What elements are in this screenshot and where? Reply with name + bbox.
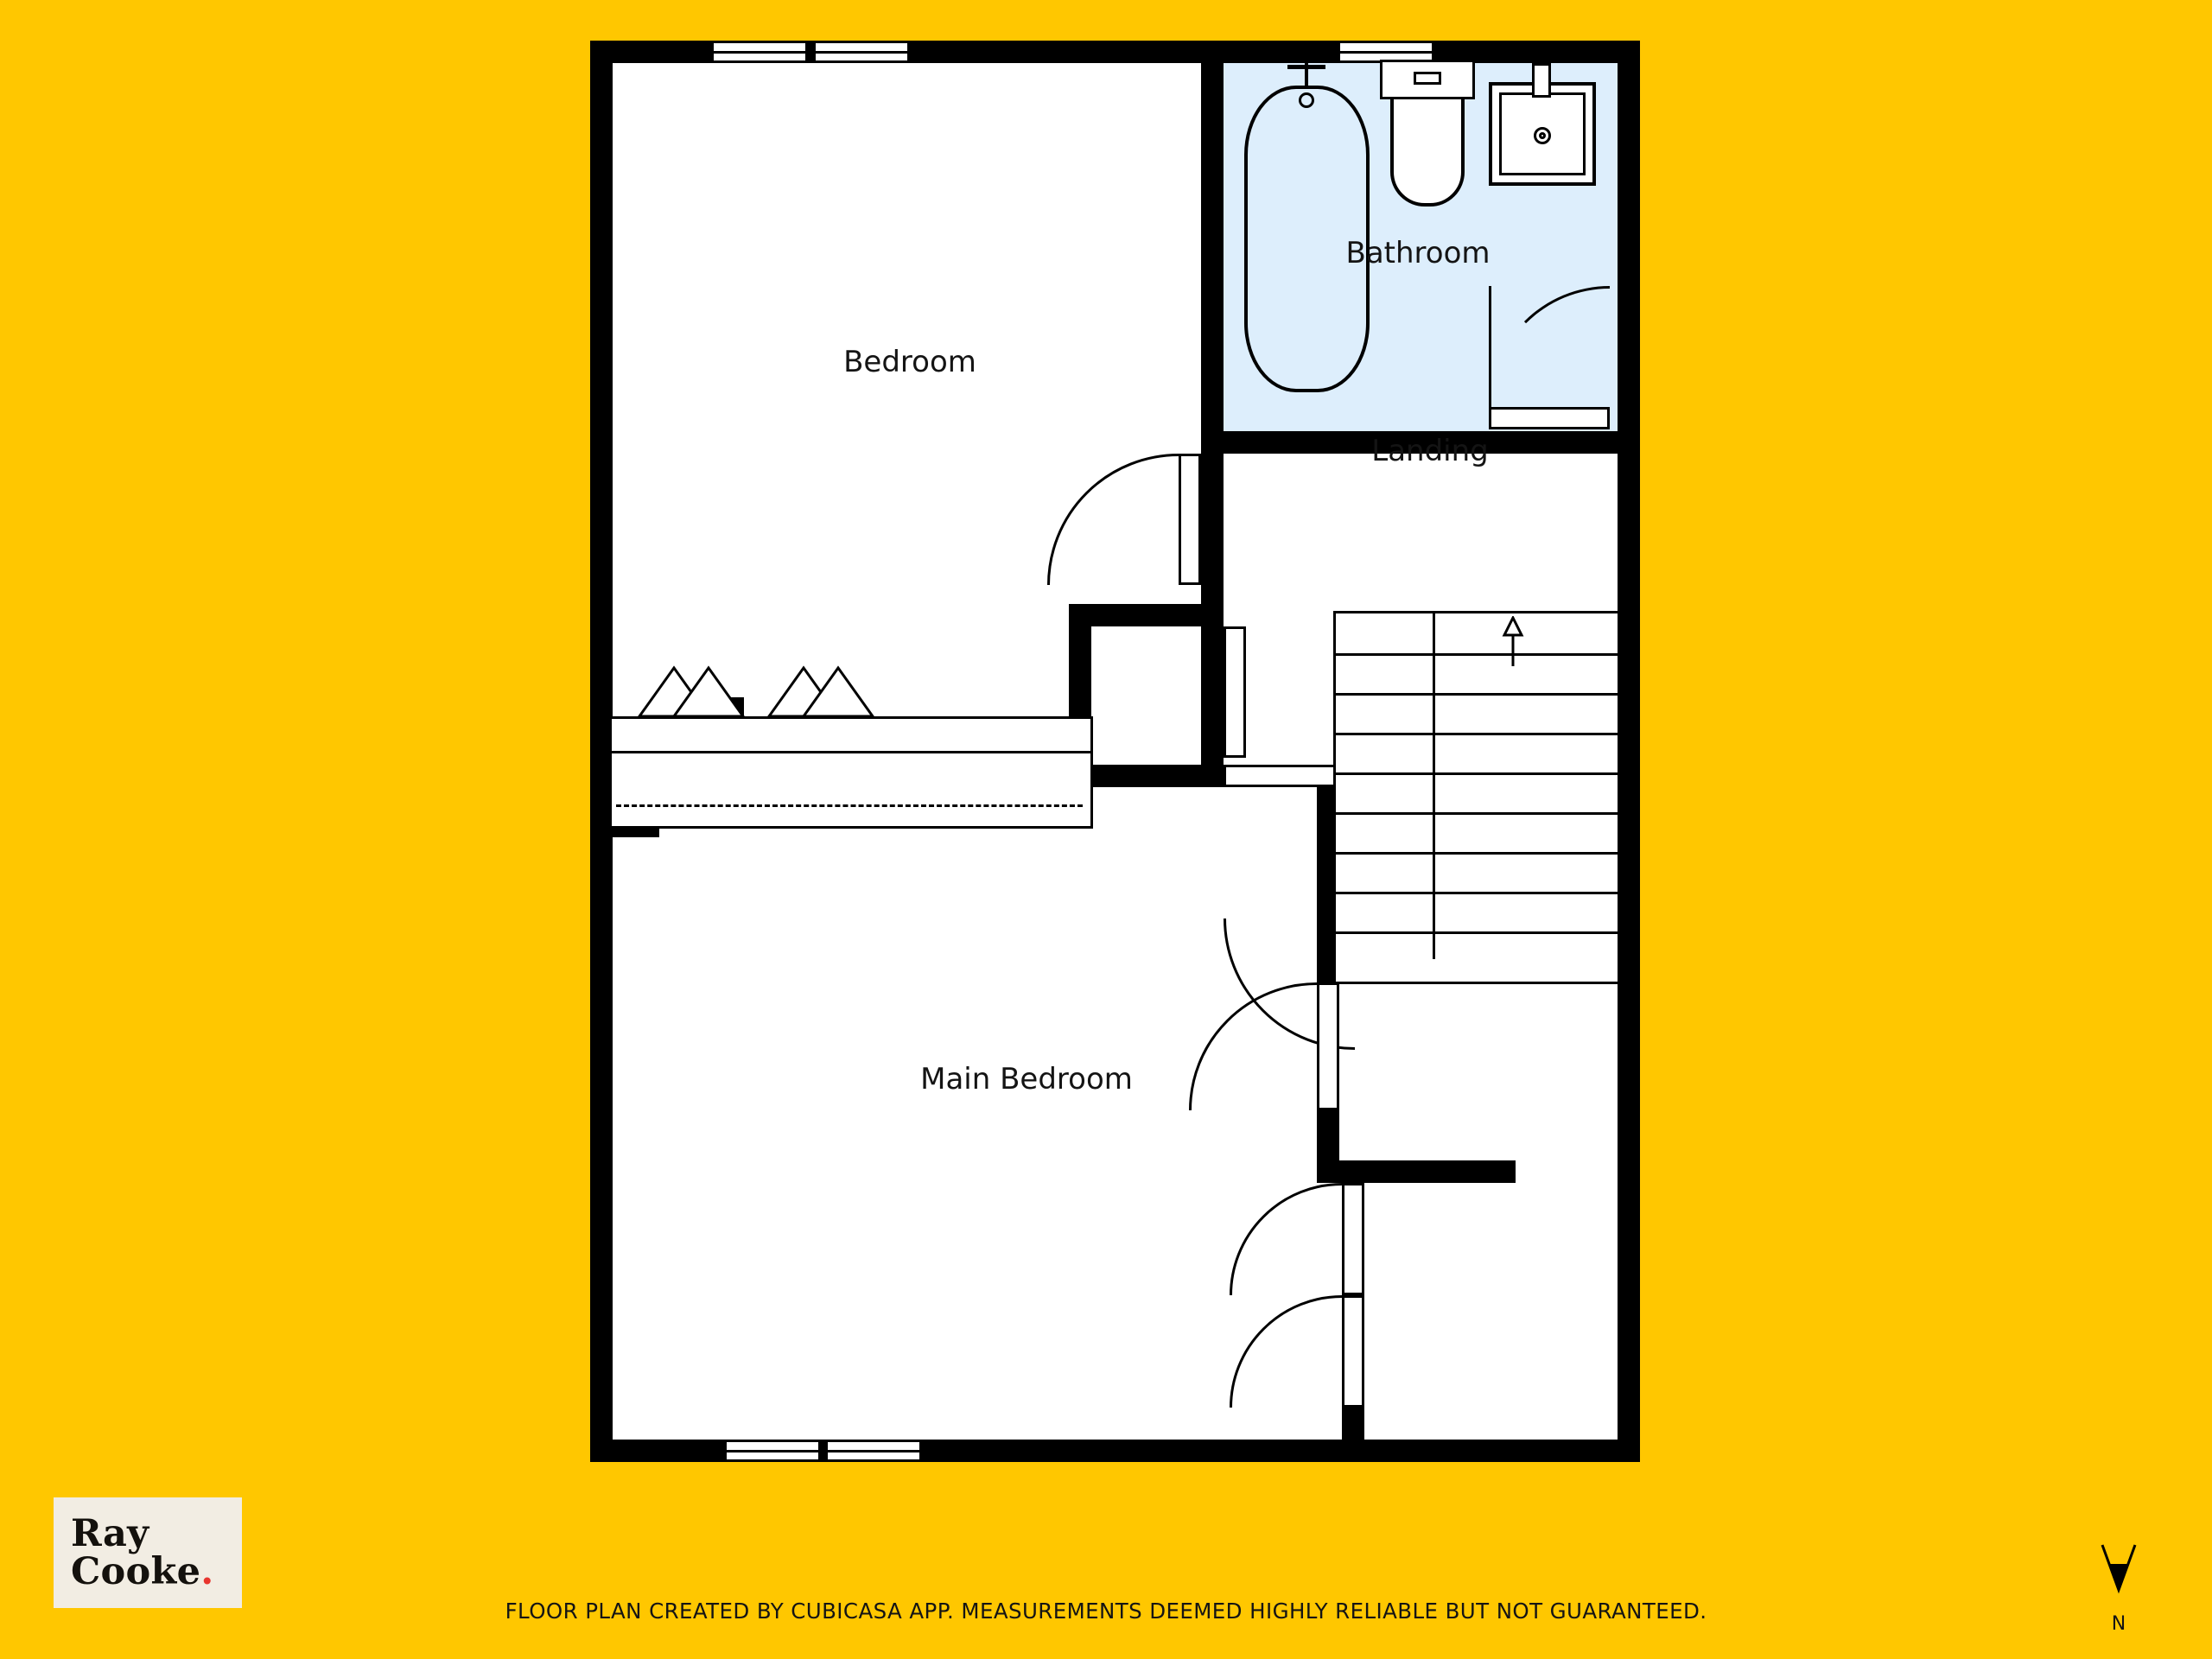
window-main-bedroom-2: [825, 1440, 922, 1462]
window-bedroom-2: [813, 41, 910, 63]
wardrobe-shelf-line: [609, 751, 1093, 753]
window-main-bedroom-1: [724, 1440, 821, 1462]
stair-step: [1336, 693, 1618, 696]
floor-plan: [590, 41, 1640, 1462]
wall-right: [1618, 41, 1640, 1462]
sink-tap: [1532, 63, 1551, 98]
stair-step: [1336, 733, 1618, 735]
toilet-bowl: [1390, 94, 1465, 207]
brand-line-1: Ray: [71, 1511, 149, 1555]
stair-step: [1336, 892, 1618, 894]
stair-step: [1336, 812, 1618, 815]
room-label-main-bedroom: Main Bedroom: [920, 1062, 1133, 1096]
brand-dot: .: [200, 1550, 214, 1593]
room-label-bathroom: Bathroom: [1345, 236, 1491, 270]
room-label-bedroom: Bedroom: [843, 345, 976, 379]
closet-b-door-leaf-2[interactable]: [1342, 1295, 1364, 1408]
closet-a-door-leaf[interactable]: [1224, 626, 1246, 758]
staircase: [1333, 611, 1620, 984]
bathroom-door-leaf[interactable]: [1489, 407, 1610, 429]
wardrobe-door-symbols: [609, 633, 1093, 720]
bedroom-door-leaf[interactable]: [1179, 454, 1201, 585]
footer-disclaimer: FLOOR PLAN CREATED BY CUBICASA APP. MEASUREMENTS DEEMED HIGHLY RELIABLE BUT NOT GUARANTEED.: [505, 1599, 1707, 1624]
stair-step: [1336, 772, 1618, 775]
room-label-landing: Landing: [1371, 434, 1489, 468]
wall-closet-a-right: [1201, 604, 1224, 787]
closet-b-door-leaf-1[interactable]: [1342, 1183, 1364, 1295]
stair-direction-arrow: [1496, 616, 1530, 668]
sink-drain-inner: [1539, 132, 1546, 139]
stair-step: [1336, 931, 1618, 934]
compass-label-north: N: [2111, 1613, 2126, 1635]
brand-logo: [54, 1497, 242, 1608]
stair-stringer: [1433, 613, 1435, 959]
stair-step: [1336, 852, 1618, 855]
bathtub-tap-bar: [1287, 65, 1325, 69]
toilet-flush-button: [1414, 72, 1441, 85]
wardrobe-unit: [609, 716, 1093, 829]
brand-line-2-wrap: [71, 1550, 242, 1593]
bathroom-door-hinge: [1489, 286, 1491, 409]
hotpress-door-leaf[interactable]: [1317, 982, 1339, 1110]
window-bedroom-1: [711, 41, 808, 63]
wardrobe-dashed-line: [616, 804, 1083, 807]
compass-needle-icon: [2097, 1540, 2140, 1600]
bathtub-drain: [1299, 92, 1314, 108]
compass: [2093, 1540, 2145, 1635]
stair-step: [1336, 653, 1618, 656]
brand-line-2: Cooke: [71, 1550, 201, 1593]
wall-landing-left-upper: [1201, 454, 1224, 604]
